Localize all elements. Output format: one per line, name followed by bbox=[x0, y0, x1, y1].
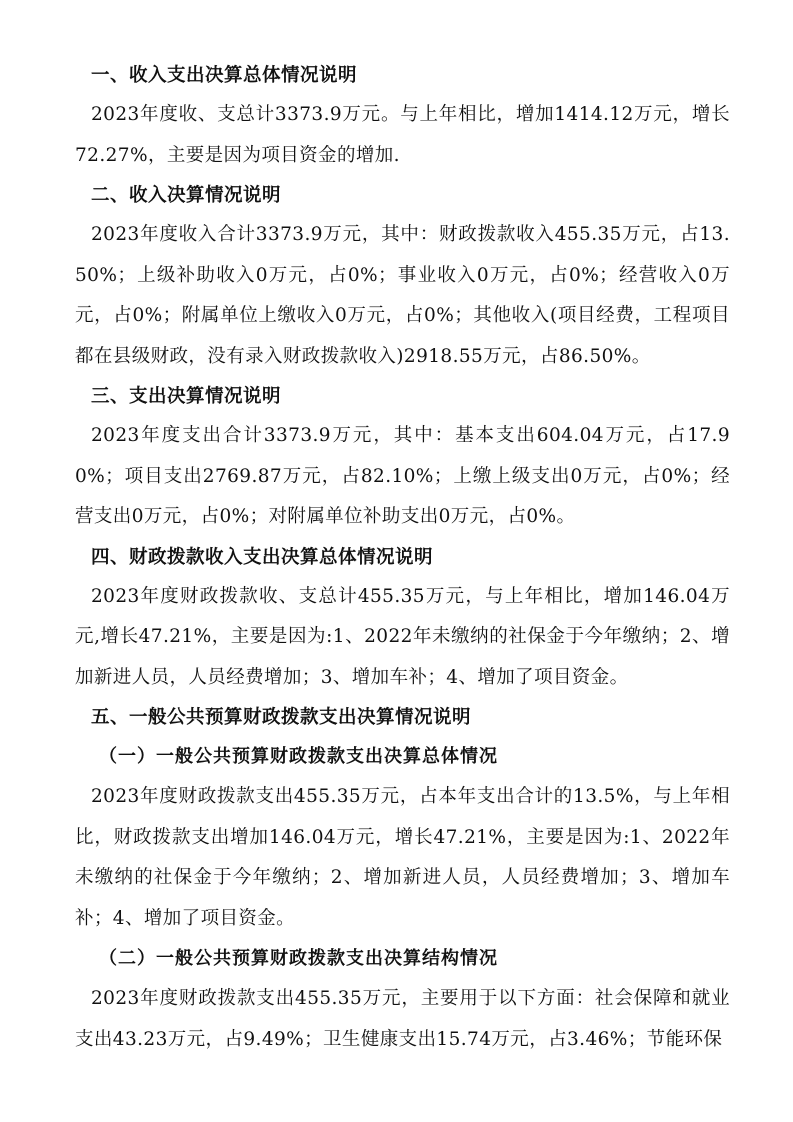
section-2-paragraph: 2023年度收入合计3373.9万元，其中：财政拨款收入455.35万元，占13.50%；上级补助收入0万元，占0%；事业收入0万元，占0%；经营收入0万元，占0%；附属单位上缴收入0万元，占0%；其他收入(项目经费，工程项目都在县级财政，没有录入财政拨款收入)2918.55万元，占86.50%。 bbox=[75, 224, 730, 367]
subsection-5-2-paragraph: 2023年度财政拨款支出455.35万元，主要用于以下方面：社会保障和就业支出43.23万元，占9.49%；卫生健康支出15.74万元，占3.46%；节能环保 bbox=[75, 988, 730, 1050]
subsection-5-1-title: （一）一般公共预算财政拨款支出决算总体情况 bbox=[99, 746, 498, 767]
section-3-paragraph: 2023年度支出合计3373.9万元，其中：基本支出604.04万元，占17.90%；项目支出2769.87万元，占82.10%；上缴上级支出0万元，占0%；经营支出0万元，占0%；对附属单位补助支出0万元，占0%。 bbox=[75, 425, 730, 527]
section-4-paragraph: 2023年度财政拨款收、支总计455.35万元，与上年相比，增加146.04万元,增长47.21%，主要是因为:1、2022年未缴纳的社保金于今年缴纳；2、增加新进人员，人员经费增加；3、增加车补；4、增加了项目资金。 bbox=[75, 585, 730, 688]
subsection-5-2-title: （二）一般公共预算财政拨款支出决算结构情况 bbox=[99, 948, 498, 969]
section-4-heading: 四、财政拨款收入支出决算总体情况说明 bbox=[91, 546, 434, 568]
section-3-heading: 三、支出决算情况说明 bbox=[91, 386, 282, 407]
section-5-heading: 五、一般公共预算财政拨款支出决算情况说明 bbox=[91, 707, 472, 728]
section-1-heading: 一、收入支出决算总体情况说明 bbox=[91, 65, 358, 86]
section-1-paragraph: 2023年度收、支总计3373.9万元。与上年相比，增加1414.12万元，增长72.27%，主要是因为项目资金的增加. bbox=[75, 104, 730, 166]
section-2-heading: 二、收入决算情况说明 bbox=[91, 185, 282, 206]
subsection-5-1-paragraph: 2023年度财政拨款支出455.35万元，占本年支出合计的13.5%，与上年相比，财政拨款支出增加146.04万元，增长47.21%，主要是因为:1、2022年未缴纳的社保金于今年缴纳；2、增加新进人员，人员经费增加；3、增加车补；4、增加了项目资金。 bbox=[75, 786, 730, 929]
